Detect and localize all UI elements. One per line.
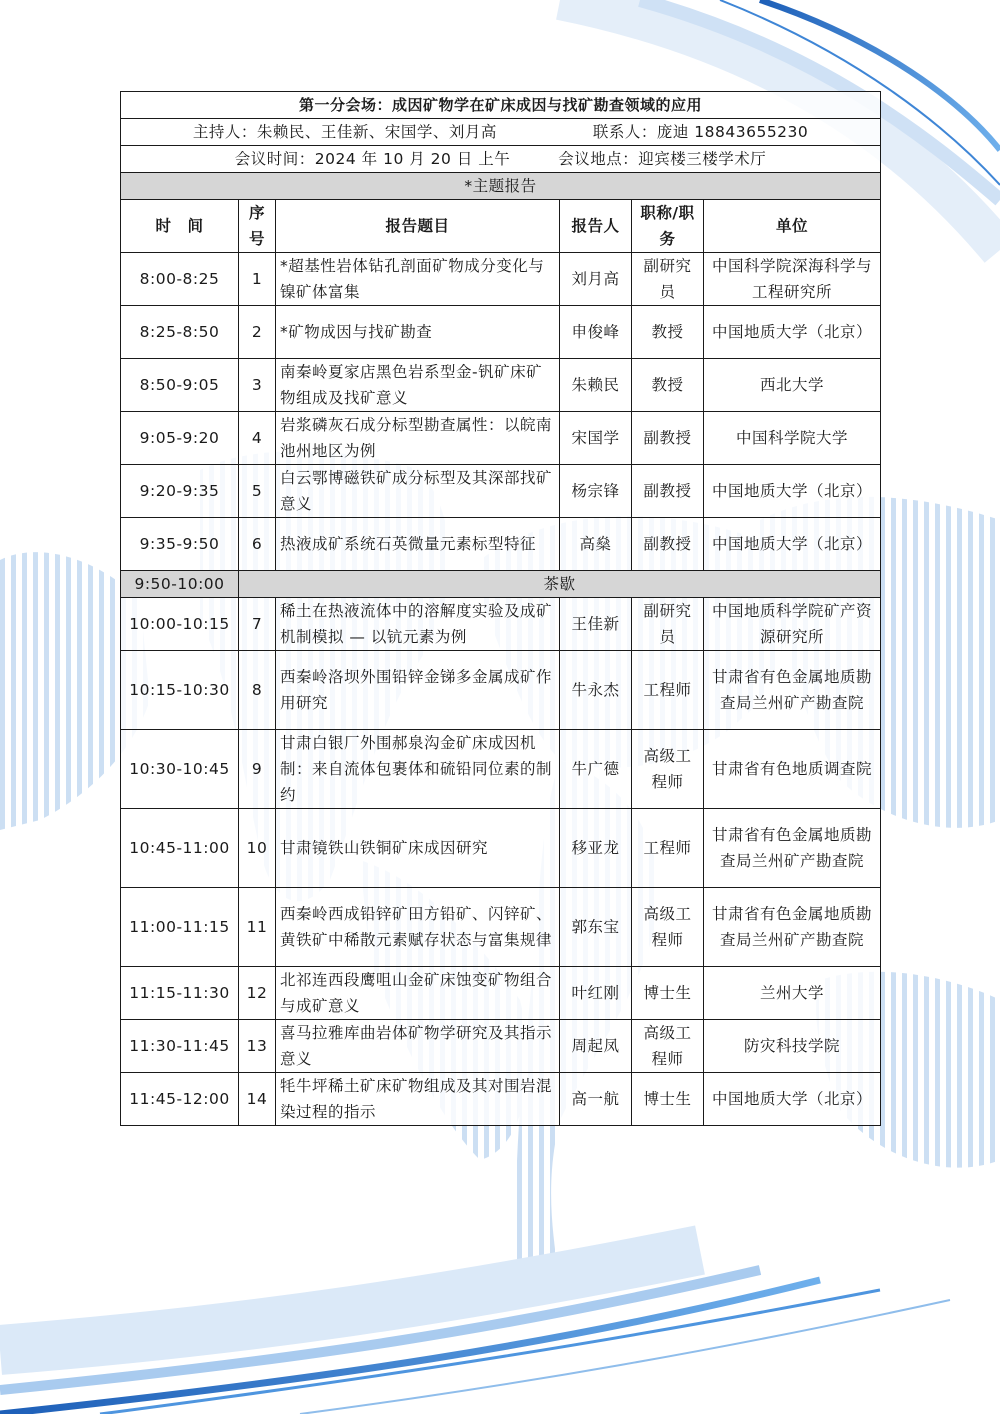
talk-row <box>121 809 881 888</box>
talk-speaker: 周起凤 <box>560 1020 632 1073</box>
talk-org: 中国地质大学（北京） <box>704 518 881 571</box>
column-header-org: 单位 <box>704 200 881 253</box>
talk-topic: 西秦岭洛坝外围铅锌金锑多金属成矿作用研究 <box>276 651 560 730</box>
talk-org: 甘肃省有色金属地质勘查局兰州矿产勘查院 <box>704 809 881 888</box>
talk-position: 教授 <box>632 359 704 412</box>
time-venue-row <box>121 146 881 173</box>
talk-position: 高级工程师 <box>632 888 704 967</box>
talk-position: 工程师 <box>632 809 704 888</box>
talk-number: 12 <box>239 967 276 1020</box>
talk-topic: 牦牛坪稀土矿床矿物组成及其对围岩混染过程的指示 <box>276 1073 560 1126</box>
column-header-position: 职称/职务 <box>632 200 704 253</box>
talk-time: 8:00-8:25 <box>121 253 239 306</box>
talk-speaker: 高燊 <box>560 518 632 571</box>
talk-topic: 甘肃白银厂外围郝泉沟金矿床成因机制：来自流体包裹体和硫铅同位素的制约 <box>276 730 560 809</box>
talk-number: 2 <box>239 306 276 359</box>
schedule-document <box>120 91 880 1126</box>
talk-row <box>121 651 881 730</box>
section-title: *主题报告 <box>121 173 881 200</box>
talk-row <box>121 412 881 465</box>
break-time: 9:50-10:00 <box>121 571 239 598</box>
talk-time: 9:05-9:20 <box>121 412 239 465</box>
session-title-row <box>121 92 881 119</box>
talk-number: 9 <box>239 730 276 809</box>
contact-label: 联系人： <box>592 123 657 141</box>
contact: 庞迪 18843655230 <box>656 123 809 141</box>
talk-number: 5 <box>239 465 276 518</box>
talk-topic: 北祁连西段鹰咀山金矿床蚀变矿物组合与成矿意义 <box>276 967 560 1020</box>
talk-org: 西北大学 <box>704 359 881 412</box>
talk-speaker: 申俊峰 <box>560 306 632 359</box>
talk-speaker: 牛永杰 <box>560 651 632 730</box>
talk-number: 10 <box>239 809 276 888</box>
talk-topic: 白云鄂博磁铁矿成分标型及其深部找矿意义 <box>276 465 560 518</box>
talk-speaker: 高一航 <box>560 1073 632 1126</box>
talk-number: 3 <box>239 359 276 412</box>
talk-speaker: 牛广德 <box>560 730 632 809</box>
talk-time: 8:25-8:50 <box>121 306 239 359</box>
column-header-row <box>121 200 881 253</box>
talk-row <box>121 598 881 651</box>
talk-org: 中国地质大学（北京） <box>704 465 881 518</box>
talk-position: 副研究员 <box>632 598 704 651</box>
talk-topic: 热液成矿系统石英微量元素标型特征 <box>276 518 560 571</box>
talk-row <box>121 967 881 1020</box>
talk-org: 中国科学院大学 <box>704 412 881 465</box>
talk-position: 副教授 <box>632 465 704 518</box>
talks-morning-part-2 <box>121 598 881 1126</box>
hosts-label: 主持人： <box>192 123 257 141</box>
talk-number: 8 <box>239 651 276 730</box>
talk-time: 9:20-9:35 <box>121 465 239 518</box>
talk-speaker: 王佳新 <box>560 598 632 651</box>
talk-speaker: 刘月高 <box>560 253 632 306</box>
talk-position: 高级工程师 <box>632 1020 704 1073</box>
talk-time: 10:15-10:30 <box>121 651 239 730</box>
talk-topic: 甘肃镜铁山铁铜矿床成因研究 <box>276 809 560 888</box>
talk-position: 高级工程师 <box>632 730 704 809</box>
talk-position: 博士生 <box>632 1073 704 1126</box>
column-header-speaker: 报告人 <box>560 200 632 253</box>
talk-number: 1 <box>239 253 276 306</box>
meeting-venue: 迎宾楼三楼学术厅 <box>638 150 767 168</box>
talk-row <box>121 518 881 571</box>
host-contact-row <box>121 119 881 146</box>
talk-time: 10:00-10:15 <box>121 598 239 651</box>
talk-time: 10:45-11:00 <box>121 809 239 888</box>
talk-position: 副教授 <box>632 518 704 571</box>
talk-time: 11:15-11:30 <box>121 967 239 1020</box>
talk-speaker: 朱赖民 <box>560 359 632 412</box>
talk-time: 9:35-9:50 <box>121 518 239 571</box>
talk-row <box>121 1073 881 1126</box>
talk-position: 副研究员 <box>632 253 704 306</box>
talk-org: 中国地质大学（北京） <box>704 306 881 359</box>
column-header-no: 序号 <box>239 200 276 253</box>
session-schedule-table <box>120 91 881 1126</box>
venue-label: 会议地点： <box>558 150 639 168</box>
talk-time: 10:30-10:45 <box>121 730 239 809</box>
talk-row <box>121 253 881 306</box>
section-header-row <box>121 173 881 200</box>
talk-row <box>121 888 881 967</box>
talk-org: 中国地质大学（北京） <box>704 1073 881 1126</box>
talk-row <box>121 465 881 518</box>
talk-row <box>121 359 881 412</box>
talk-topic: 岩浆磷灰石成分标型勘查属性：以皖南池州地区为例 <box>276 412 560 465</box>
talk-row <box>121 730 881 809</box>
bottom-wave-decoration <box>0 1250 950 1414</box>
talk-number: 7 <box>239 598 276 651</box>
talk-speaker: 杨宗锋 <box>560 465 632 518</box>
talks-morning-part-1 <box>121 253 881 571</box>
talk-topic: 南秦岭夏家店黑色岩系型金-钒矿床矿物组成及找矿意义 <box>276 359 560 412</box>
talk-topic: 西秦岭西成铅锌矿田方铅矿、闪锌矿、黄铁矿中稀散元素赋存状态与富集规律 <box>276 888 560 967</box>
talk-org: 中国地质科学院矿产资源研究所 <box>704 598 881 651</box>
talk-position: 博士生 <box>632 967 704 1020</box>
talk-number: 4 <box>239 412 276 465</box>
talk-number: 6 <box>239 518 276 571</box>
talk-time: 11:30-11:45 <box>121 1020 239 1073</box>
talk-topic: *超基性岩体钻孔剖面矿物成分变化与镍矿体富集 <box>276 253 560 306</box>
talk-time: 11:45-12:00 <box>121 1073 239 1126</box>
talk-org: 防灾科技学院 <box>704 1020 881 1073</box>
talk-topic: *矿物成因与找矿勘查 <box>276 306 560 359</box>
talk-org: 甘肃省有色金属地质勘查局兰州矿产勘查院 <box>704 888 881 967</box>
talk-org: 甘肃省有色地质调查院 <box>704 730 881 809</box>
talk-speaker: 郭东宝 <box>560 888 632 967</box>
talk-speaker: 移亚龙 <box>560 809 632 888</box>
talk-number: 13 <box>239 1020 276 1073</box>
talk-position: 教授 <box>632 306 704 359</box>
column-header-time: 时 间 <box>121 200 239 253</box>
talk-speaker: 宋国学 <box>560 412 632 465</box>
talk-position: 副教授 <box>632 412 704 465</box>
break-row <box>121 571 881 598</box>
talk-time: 8:50-9:05 <box>121 359 239 412</box>
talk-row <box>121 306 881 359</box>
break-label: 茶歇 <box>239 571 881 598</box>
talk-speaker: 叶红刚 <box>560 967 632 1020</box>
meeting-time: 2024 年 10 月 20 日 上午 <box>314 150 511 168</box>
talk-position: 工程师 <box>632 651 704 730</box>
hosts: 朱赖民、王佳新、宋国学、刘月高 <box>256 123 497 141</box>
talk-topic: 喜马拉雅库曲岩体矿物学研究及其指示意义 <box>276 1020 560 1073</box>
talk-topic: 稀土在热液流体中的溶解度实验及成矿机制模拟 — 以钪元素为例 <box>276 598 560 651</box>
talk-number: 14 <box>239 1073 276 1126</box>
talk-number: 11 <box>239 888 276 967</box>
session-title: 第一分会场：成因矿物学在矿床成因与找矿勘查领域的应用 <box>121 92 881 119</box>
talk-row <box>121 1020 881 1073</box>
column-header-topic: 报告题目 <box>276 200 560 253</box>
talk-org: 甘肃省有色金属地质勘查局兰州矿产勘查院 <box>704 651 881 730</box>
time-label: 会议时间： <box>234 150 315 168</box>
talk-org: 中国科学院深海科学与工程研究所 <box>704 253 881 306</box>
talk-time: 11:00-11:15 <box>121 888 239 967</box>
talk-org: 兰州大学 <box>704 967 881 1020</box>
